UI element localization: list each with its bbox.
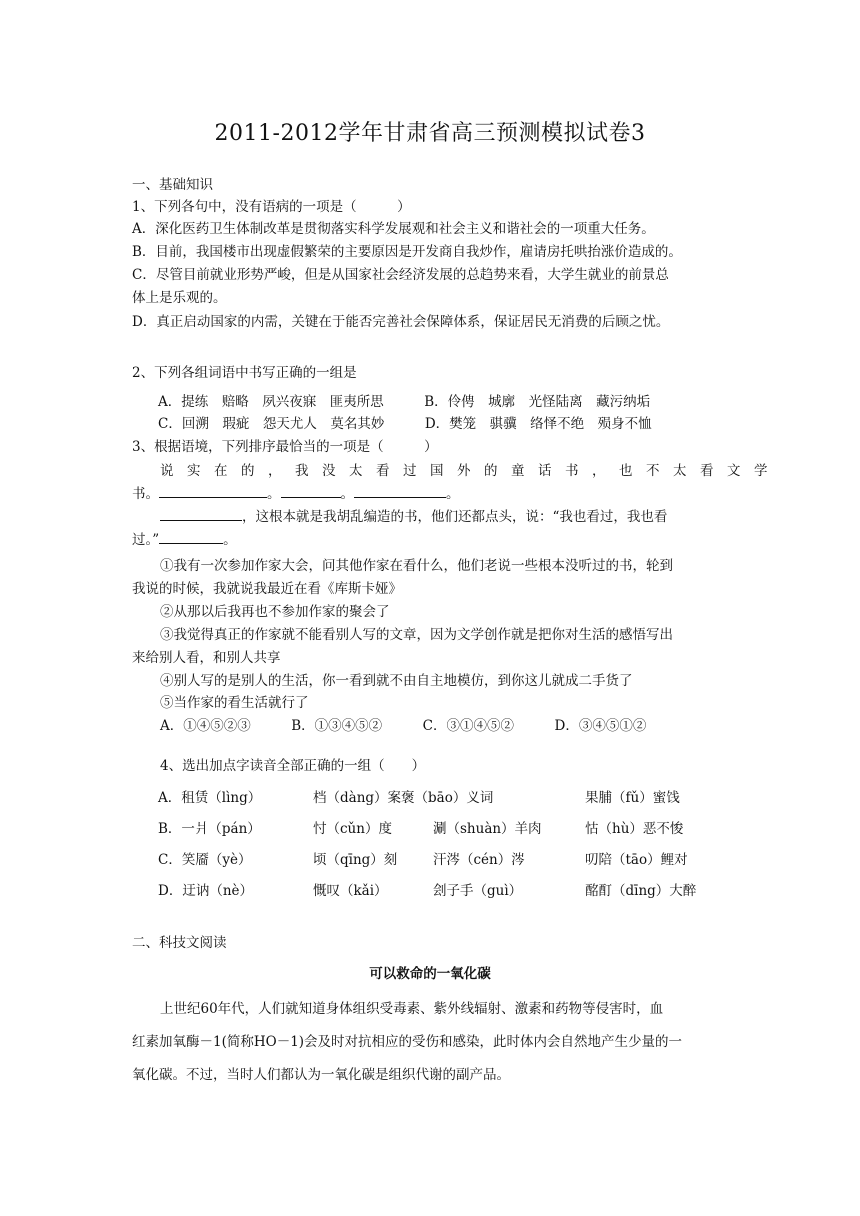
section-heading-reading: 二、科技文阅读	[132, 935, 227, 951]
q3-sentence-1-cont: 我说的时候，我就说我最近在看《库斯卡娅》	[132, 581, 402, 597]
q3-sentence-3: ③我觉得真正的作家就不能看别人写的文章，因为文学创作就是把你对生活的感悟写出	[160, 627, 673, 643]
q3-sentence-1: ①我有一次参加作家大会，问其他作家在看什么，他们老说一些根本没听过的书，轮到	[160, 558, 673, 574]
q4-d-col3: 刽子手（guì）	[433, 883, 523, 899]
q4-c-col1: C．笑靥（yè）	[158, 852, 252, 868]
q4-row-b	[158, 820, 683, 838]
answer-blank-5[interactable]	[159, 531, 223, 544]
q4-a-col4: 果脯（fǔ）蜜饯	[585, 790, 680, 806]
q3-passage-line2: 书。 。 。 。	[132, 486, 460, 502]
q4-row-a	[158, 789, 680, 807]
answer-blank-2[interactable]	[281, 485, 341, 498]
q4-a-col1: A．租赁（lìng）	[158, 790, 262, 806]
q4-b-col2: 忖（cǔn）度	[313, 821, 392, 837]
q3-passage-line4: 过。” 。	[132, 532, 237, 548]
q1-option-d: D．真正启动国家的内需，关键在于能否完善社会保障体系，保证居民无消费的后顾之忧。	[132, 314, 670, 330]
answer-blank-1[interactable]	[159, 485, 267, 498]
q4-c-col2: 顷（qīng）刻	[313, 852, 398, 868]
article-line-1: 上世纪60年代，人们就知道身体组织受毒素、紫外线辐射、激素和药物等侵害时，血	[160, 1001, 664, 1017]
q3-passage-text: 书。	[132, 486, 159, 502]
q3-passage-text-3: 过。”	[132, 532, 160, 548]
q4-row-c	[158, 851, 688, 869]
q3-sentence-3-cont: 来给别人看，和别人共享	[132, 650, 281, 666]
q4-c-col3: 汗涔（cén）涔	[433, 852, 525, 868]
q3-passage-text-2: ，这根本就是我胡乱编造的书，他们还都点头，说：“我也看过，我也看	[242, 509, 668, 525]
q1-option-a: A．深化医药卫生体制改革是贯彻落实科学发展观和社会主义和谐社会的一项重大任务。	[132, 221, 655, 237]
q1-option-c-cont: 体上是乐观的。	[132, 290, 227, 306]
q2-stem: 2、下列各组词语中书写正确的一组是	[132, 365, 357, 381]
q3-sentence-2: ②从那以后我再也不参加作家的聚会了	[160, 604, 390, 620]
q3-stem: 3、根据语境，下列排序最恰当的一项是（ ）	[132, 439, 438, 455]
article-title: 可以救命的一氧化碳	[369, 966, 491, 982]
exam-title: 2011-2012学年甘肃省高三预测模拟试卷3	[214, 121, 646, 146]
q3-passage-line1: 说实在的，我没太看过国外的童话书，也不太看文学	[160, 463, 781, 479]
q4-c-col4: 叨陪（tāo）鲤对	[585, 852, 688, 868]
q4-d-col1: D．迂讷（nè）	[158, 883, 254, 899]
q4-b-col3: 涮（shuàn）羊肉	[433, 821, 542, 837]
q4-b-col4: 怙（hù）恶不悛	[585, 821, 684, 837]
q1-stem: 1、下列各句中，没有语病的一项是（ ）	[132, 199, 411, 215]
q3-sentence-4: ④别人写的是别人的生活，你一看到就不由自主地模仿，到你这儿就成二手货了	[160, 673, 633, 689]
q3-passage-line3	[160, 508, 667, 526]
q4-stem: 4、选出加点字读音全部正确的一组（ ）	[160, 758, 426, 774]
q2-options-cd: C．回溯 瑕疵 怨天尤人 莫名其妙 D．樊笼 骐骥 络怿不绝 殒身不恤	[158, 416, 652, 432]
article-line-2: 红素加氧酶－1(简称HO－1)会及时对抗相应的受伤和感染，此时体内会自然地产生少量的一	[132, 1034, 683, 1050]
q3-options: A．①④⑤②③ B．①③④⑤② C．③①④⑤② D．③④⑤①②	[160, 718, 647, 734]
q2-options-ab: A．提练 赔略 夙兴夜寐 匪夷所思 B．伶俜 城廓 光怪陆离 藏污纳垢	[158, 394, 651, 410]
q4-a-col2: 档（dàng）案褒（bāo）义词	[313, 790, 494, 806]
article-line-3: 氧化碳。不过，当时人们都认为一氧化碳是组织代谢的副产品。	[132, 1067, 510, 1083]
q3-sentence-5: ⑤当作家的看生活就行了	[160, 695, 309, 711]
q1-option-c: C．尽管目前就业形势严峻，但是从国家社会经济发展的总趋势来看，大学生就业的前景总	[132, 267, 669, 283]
q4-row-d	[158, 882, 696, 900]
q4-d-col4: 酩酊（dīng）大醉	[585, 883, 697, 899]
q4-b-col1: B．一爿（pán）	[158, 821, 261, 837]
q1-option-b: B．目前，我国楼市出现虚假繁荣的主要原因是开发商自我炒作，雇请房托哄抬涨价造成的。	[132, 244, 682, 260]
q4-d-col2: 慨叹（kǎi）	[313, 883, 388, 899]
section-heading-basic: 一、基础知识	[132, 177, 213, 193]
answer-blank-3[interactable]	[354, 485, 446, 498]
answer-blank-4[interactable]	[160, 508, 242, 521]
